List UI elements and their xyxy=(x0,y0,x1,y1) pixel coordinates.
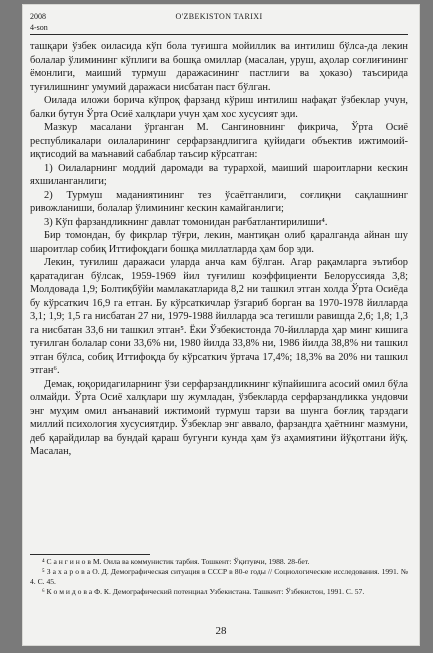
footnote-divider xyxy=(30,554,150,555)
paragraph: ташқари ўзбек оиласида кўп бола туғишга мойиллик ва интилиш бўлса-да лекин болалар ўлимининг кўплиги ва бошқа омиллар (масалан, уруш, аҳолар соғлиғининг ёмонлиги, маиший турмуш даражасининг пастлиги ва ҳоказо) таъсирида туғилишнинг умумий даражаси нисбатан паст бўлган. xyxy=(30,41,408,93)
list-item: 2) Турмуш маданиятининг тез ўсаётганлиги, соғлиқни сақлашнинг ривожланиши, болалар ўлимининг кескин камайганлиги; xyxy=(30,189,408,214)
paragraph: Демак, юқоридагиларнинг ўзи серфарзандликнинг кўпайишига асосий омил бўла олмайди. Ўрта Осиё халқлари шу жумладан, ўзбекларда серфарзандликка ундовчи энг муҳим омил анъанавий ижтимоий турмуш тарзи ва шунга боғлиқ тарздаги миллий психология хусусиятдир. Ўзбеклар энг аввало, фарзандга ҳаётнинг мазмуни, деб қарайдилар ва бундай қараш бугунги кунда ҳам ўз аҳамиятини йўқотгани йўқ. Масалан, xyxy=(30,378,408,457)
header-journal-title: O'ZBEKISTON TARIXI xyxy=(175,12,263,21)
footnote: ⁶ К о м и д о в а Ф. К. Демографический потенциал Узбекистана. Ташкент: Ўзбекистон, 1991. С. 57. xyxy=(42,587,365,596)
list-item: 1) Оилаларнинг моддий даромади ва турархой, маиший шароитларни кескин яхшиланганлиги; xyxy=(30,162,408,187)
footnote: ⁴ С а н г и н о в М. Оила ва коммунистик тарбия. Тошкент: Ўқитувчи, 1988. 28-бет. xyxy=(42,557,310,566)
running-header xyxy=(30,12,408,35)
document-page xyxy=(22,4,420,646)
paragraph: Оилада иложи борича кўпроқ фарзанд кўриш интилиш нафақат ўзбеклар учун, балки бутун Ўрта Осиё халқлари учун ҳам хос хусусият эди. xyxy=(30,95,408,120)
footnotes xyxy=(30,557,408,597)
page-number: 28 xyxy=(215,625,227,637)
header-year: 2008 xyxy=(30,12,46,21)
article-body xyxy=(30,40,408,459)
paragraph: Лекин, туғилиш даражаси уларда анча кам бўлган. Агар рақамларга эътибор қаратадиган бўлсак, 1959-1969 йил туғилиш коэффициенти Белоруссияда 3,8; Молдовада 1,9; Болтиқбўйи мамлакатларида 8,2 ни ташкил этган холда Ўрта Осиёда бу кўрсаткич 16,9 га етган. Бу кўрсаткичлар ўзгариб борган ва 1970-1978 йилларда 3,1; 1,9; 1,5 га нисбатан 27 ни, 1979-1988 йилларда эса тегишли равишда 2,6; 1,8; 1,3 га нисбатан 33,6 ни ташкил этган⁵. Ёки Ўзбекистонда 70-йилларда ҳар минг кишига туғилган болалар сони 33,6% ни, 1980 йилда 33,8% ни, 1986 йилда 38,8% ни ташкил этган бўлса, собиқ Иттифоқда бу кўрсаткич ўртача 17,4%; 18,3% ва 20% ни ташкил этган⁶. xyxy=(30,257,408,376)
header-issue: 4-son xyxy=(30,23,48,32)
list-item: 3) Кўп фарзандликнинг давлат томонидан рағбатлантирилиши⁴. xyxy=(44,216,328,228)
footnote: ⁵ З а х а р о в а О. Д. Демографическая ситуация в СССР в 80-е годы // Социологические исследования. 1991. № 4. С. 45. xyxy=(30,567,408,586)
paragraph: Бир томондан, бу фикрлар тўғри, лекин, мантиқан олиб қаралганда айнан шу шароитлар собиқ Иттифоқдаги бошқа миллатларда ҳам бор эди. xyxy=(30,230,408,255)
paragraph: Мазкур масалани ўрганган М. Сангиновнинг фикрича, Ўрта Осиё республикалари оилаларининг серфарзандлигига қуйидаги объектив ижтимоий-иқтисодий ва маънавий сабаблар таъсир кўрсатган: xyxy=(30,122,408,160)
